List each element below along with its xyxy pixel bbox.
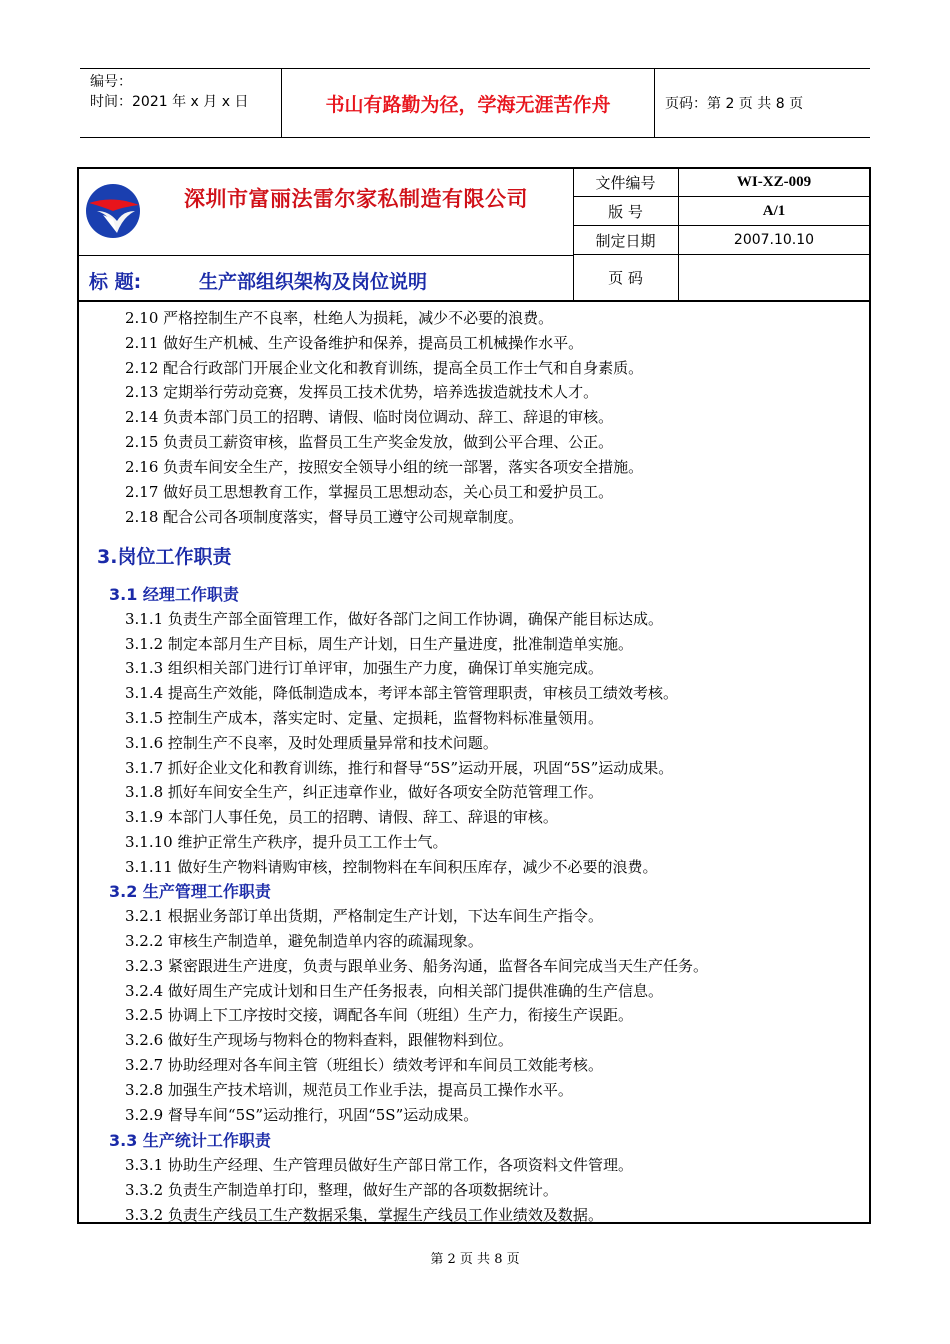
date-label: 制定日期 — [573, 226, 679, 254]
list-item: 3.2.6 做好生产现场与物料仓的物料查料，跟催物料到位。 — [125, 1031, 513, 1049]
list-item: 3.2.2 审核生产制造单，避免制造单内容的疏漏现象。 — [125, 932, 483, 950]
motto: 书山有路勤为径，学海无涯苦作舟 — [282, 69, 655, 137]
date-value: 2007.10.10 — [733, 232, 815, 248]
list-item: 3.1.7 抓好企业文化和教育训练，推行和督导“5S”运动开展，巩固“5S”运动成果。 — [125, 759, 674, 777]
meta-row-file-no — [573, 169, 869, 197]
list-item: 2.15 负责员工薪资审核，监督员工生产奖金发放，做到公平合理、公正。 — [125, 433, 614, 451]
subsection-heading: 3.2 生产管理工作职责 — [109, 882, 271, 901]
list-item: 2.12 配合行政部门开展企业文化和教育训练，提高全员工作士气和自身素质。 — [125, 359, 644, 377]
list-item: 3.2.8 加强生产技术培训，规范员工作业手法，提高员工操作水平。 — [125, 1081, 573, 1099]
list-item: 3.1.6 控制生产不良率，及时处理质量异常和技术问题。 — [125, 734, 498, 752]
list-item: 2.11 做好生产机械、生产设备维护和保养，提高员工机械操作水平。 — [125, 334, 584, 352]
subsection-heading: 3.3 生产统计工作职责 — [109, 1131, 271, 1150]
running-header — [80, 68, 870, 138]
page-label: 页 码 — [573, 255, 679, 300]
list-item: 3.1.3 组织相关部门进行订单评审，加强生产力度，确保订单实施完成。 — [125, 659, 603, 677]
company-logo-icon — [83, 181, 143, 241]
list-item: 3.2.9 督导车间“5S”运动推行，巩固“5S”运动成果。 — [125, 1106, 479, 1124]
section-heading: 3.岗位工作职责 — [97, 546, 232, 568]
file-no-label: 文件编号 — [573, 169, 679, 196]
meta-row-date — [573, 226, 869, 255]
title-cell — [79, 255, 574, 300]
list-item: 3.2.1 根据业务部订单出货期，严格制定生产计划，下达车间生产指令。 — [125, 907, 603, 925]
list-item: 3.1.2 制定本部月生产目标，周生产计划，日生产量进度，批准制造单实施。 — [125, 635, 633, 653]
list-item: 2.18 配合公司各项制度落实，督导员工遵守公司规章制度。 — [125, 508, 524, 526]
subsection-heading: 3.1 经理工作职责 — [109, 585, 239, 604]
company-name: 深圳市富丽法雷尔家私制造有限公司 — [184, 187, 528, 211]
list-item: 3.2.7 协助经理对各车间主管（班组长）绩效考评和车间员工效能考核。 — [125, 1056, 603, 1074]
list-item: 3.1.10 维护正常生产秩序，提升员工工作士气。 — [125, 833, 448, 851]
title-label: 标 题: — [89, 271, 142, 293]
version-value: A/1 — [762, 202, 786, 219]
list-item: 2.10 严格控制生产不良率，杜绝人为损耗，减少不必要的浪费。 — [125, 309, 554, 327]
version-label: 版 号 — [573, 197, 679, 225]
company-cell — [79, 169, 574, 256]
list-item: 3.3.1 协助生产经理、生产管理员做好生产部日常工作，各项资料文件管理。 — [125, 1156, 633, 1174]
list-item: 3.3.2 负责生产制造单打印，整理，做好生产部的各项数据统计。 — [125, 1181, 558, 1199]
list-item: 3.1.11 做好生产物料请购审核，控制物料在车间积压库存，减少不必要的浪费。 — [125, 858, 658, 876]
list-item: 3.1.1 负责生产部全面管理工作，做好各部门之间工作协调，确保产能目标达成。 — [125, 610, 663, 628]
list-item: 3.2.4 做好周生产完成计划和日生产任务报表，向相关部门提供准确的生产信息。 — [125, 982, 663, 1000]
doc-header-table — [79, 169, 869, 302]
list-item: 2.14 负责本部门员工的招聘、请假、临时岗位调动、辞工、辞退的审核。 — [125, 408, 614, 426]
list-item: 3.1.8 抓好车间安全生产，纠正违章作业，做好各项安全防范管理工作。 — [125, 783, 603, 801]
file-no-value: WI-XZ-009 — [736, 174, 812, 190]
list-item: 3.2.5 协调上下工序按时交接，调配各车间（班组）生产力，衔接生产误距。 — [125, 1006, 633, 1024]
meta-row-page — [573, 255, 869, 300]
meta-row-version — [573, 197, 869, 226]
page-value — [679, 255, 869, 300]
header-meta — [80, 69, 282, 137]
document-frame — [77, 167, 871, 1224]
list-item: 2.17 做好员工思想教育工作，掌握员工思想动态，关心员工和爱护员工。 — [125, 483, 614, 501]
doc-title: 生产部组织架构及岗位说明 — [199, 271, 428, 293]
list-item: 2.13 定期举行劳动竞赛，发挥员工技术优势，培养选拔造就技术人才。 — [125, 383, 599, 401]
page-footer: 第 2 页 共 8 页 — [430, 1252, 520, 1267]
list-item: 3.3.2 负责生产线员工生产数据采集，掌握生产线员工作业绩效及数据。 — [125, 1206, 603, 1224]
page-info: 页码：第 2 页 共 8 页 — [665, 96, 804, 112]
list-item: 3.1.5 控制生产成本，落实定时、定量、定损耗，监督物料标准量领用。 — [125, 709, 603, 727]
list-item: 3.1.9 本部门人事任免，员工的招聘、请假、辞工、辞退的审核。 — [125, 808, 558, 826]
code-label: 编号： — [90, 74, 132, 90]
list-item: 3.1.4 提高生产效能，降低制造成本，考评本部主管管理职责，审核员工绩效考核。 — [125, 684, 678, 702]
time-label: 时间：2021 年 x 月 x 日 — [90, 94, 249, 110]
list-item: 2.16 负责车间安全生产，按照安全领导小组的统一部署，落实各项安全措施。 — [125, 458, 644, 476]
list-item: 3.2.3 紧密跟进生产进度，负责与跟单业务、船务沟通，监督各车间完成当天生产任务。 — [125, 957, 708, 975]
